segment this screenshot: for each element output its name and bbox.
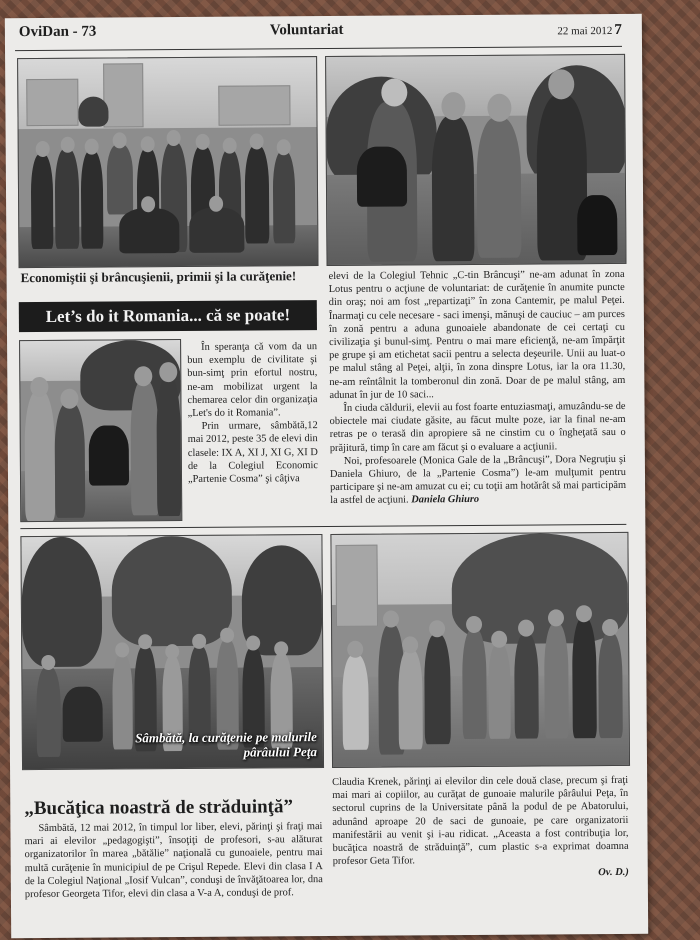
article2-paragraph: Claudia Krenek, părinţi ai elevilor din cele două clase, precum şi fraţi mai mari ai copiilor, au curăţat de gunoaie malurile pârâului Peţa, în sectorul cuprins de la Universitate până la podul de pe Abatorului, adunând aproape 20 de saci de gunoaie, pe care organizatorii manifestării au venit şi i-au ridicat. „Aceasta a fost contribuţia lor, bucăţica noastră de străduinţă”, cum plastic s-a exprimat doamna profesor Geta Tifor. bbox=[332, 774, 629, 868]
newspaper-page bbox=[5, 14, 648, 938]
photo-teachers-with-bags bbox=[325, 54, 626, 266]
photo-children-with-bags bbox=[330, 532, 630, 768]
date-text: 22 mai 2012 bbox=[557, 24, 613, 38]
photo-girls-collecting bbox=[19, 339, 182, 522]
page-number: 7 bbox=[614, 21, 622, 38]
article1-paragraph: Prin urmare, sâmbătă,12 mai 2012, peste 35 de elevi din clasele: IX A, XI J, XI G, XI D de la Colegiul Economic „Partenie Cosma” şi câţiva bbox=[187, 420, 318, 485]
photo-riverbank-group bbox=[20, 534, 324, 770]
article2-column-left bbox=[24, 820, 323, 901]
article1-column-left bbox=[187, 340, 318, 486]
article1-paragraph bbox=[330, 453, 626, 508]
article1-column-right bbox=[329, 268, 627, 508]
masthead bbox=[15, 18, 622, 51]
section-divider bbox=[20, 524, 626, 529]
article2-paragraph: Sâmbătă, 12 mai 2012, în timpul lor liber, elevi, părinţi şi fraţi mai mari ai elevilor „pedagogişti”, însoţiţi de profesori, s-au alăturat organizatorilor în marea „bătălie” naţională cu gunoaiele, pentru mai multă curăţenie în municipiul de pe Crişul Repede. Elevi din clasa I A de la Colegiul Naţional „Iosif Vulcan”, conduşi de învăţătoarea lor, dna profesor Georgeta Tifor, elevi din clasa a V-a A, conduşi de prof. bbox=[24, 821, 323, 901]
article1-paragraph: În speranţa că vom da un bun exemplu de civilitate şi bun-simţ prin efortul nostru, ne-am mobilizat urgent la chemarea celor din organizaţia „Let's do it Romania”. bbox=[187, 341, 318, 419]
publication-name: OviDan - 73 bbox=[18, 23, 97, 41]
issue-date bbox=[557, 22, 622, 39]
article1-signature: Daniela Ghiuro bbox=[411, 494, 480, 506]
article2-signature: Ov. D.) bbox=[598, 867, 629, 879]
photo-group-students bbox=[17, 56, 318, 268]
article1-paragraph: În ciuda căldurii, elevii au fost foarte entuziasmaţi, amuzându-se de obiectele mai ciudate găsite, au făcut multe poze, iar la final ne-am retras pe o terasă din apropiere să ne cinstim cu o îngheţată sau o prăjitură, timp în care am făcut şi o evaluare a acţiunii. bbox=[329, 400, 626, 454]
article1-closing-text: Noi, profesoarele (Monica Gale de la „Brâncuşi”, Dora Negruţiu şi Daniela Ghiuro, de la „Partenie Cosma”) le-am mulţumit pentru participare şi ne-am amuzat cu ei; cu toţii am hotărât să mai participăm la astfel de acţiuni. bbox=[329, 453, 627, 507]
section-title: Voluntariat bbox=[269, 21, 344, 39]
article-banner: Let’s do it Romania... că se poate! bbox=[19, 300, 317, 332]
article1-paragraph: elevi de la Colegiul Tehnic „C-tin Brâncuşi” ne-am adunat în zona Lotus pentru o acţiune de voluntariat: de curăţenie în anumite puncte din oraş; noi am fost „repartizaţi” în zona Cantemir, pe malul Peţei. Înarmaţi cu cele necesare - saci imenşi, mănuşi de cauciuc – am purces în zonă pentru a aduna gunoaiele abandonate de cei certaţi cu civilizaţia şi bunul-simţ. Pentru o mai mare eficienţă, ne-am împărţit pe grupe şi am etichetat sacii pentru a selecta deşeurile. Unii au luat-o pe malul stâng al Peţei, alţii, în zona dinspre Lotus, iar la ora 11.30, ne-am reîntâlnit la tomberonul din zonă. Doar de pe malul stâng, am adunat în jur de 10 saci... bbox=[328, 268, 626, 401]
article2-signature-line bbox=[333, 866, 629, 881]
top-photo-caption: Economiştii şi brâncuşienii, primii şi la curăţenie! bbox=[20, 268, 297, 286]
riverbank-photo-caption: Sâmbătă, la curăţenie pe malurile pârâului Peţa bbox=[135, 729, 317, 760]
article2-column-right bbox=[332, 774, 629, 882]
article2-headline: „Bucăţica noastră de străduinţă” bbox=[24, 796, 294, 820]
